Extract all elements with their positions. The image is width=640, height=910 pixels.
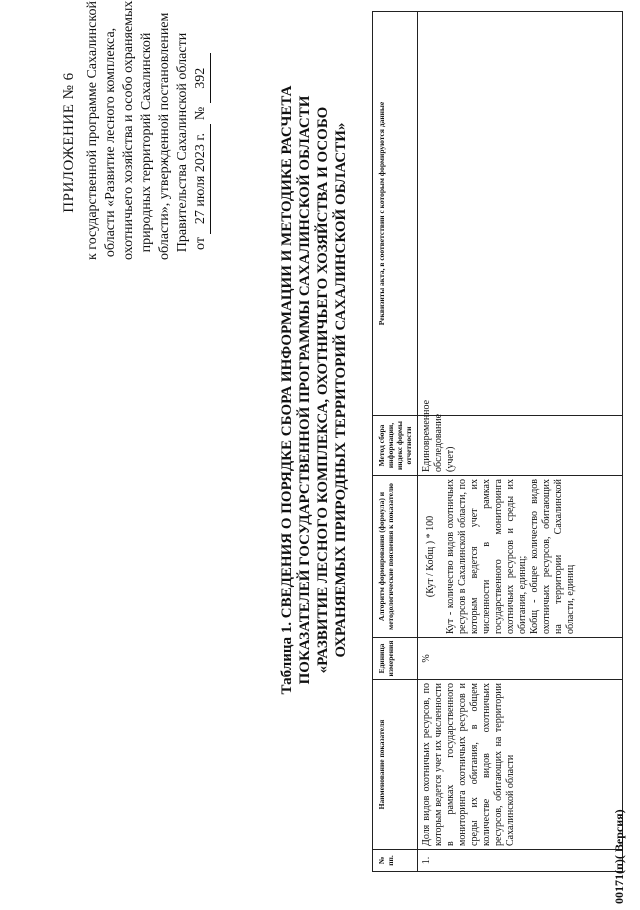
appendix-line: области», утвержденной постановлением (157, 12, 172, 260)
appendix-line: к государственной программе Сахалинской (85, 1, 100, 260)
appendix-date-line (192, 25, 211, 260)
appendix-line: области «Развитие лесного комплекса, (103, 27, 118, 258)
formula-explanation-2: Кобщ - общее количество видов охотничьих ресурсов, обитающих на территории Сахалинской области, единиц (529, 479, 576, 634)
title-line: ПОКАЗАТЕЛЕЙ ГОСУДАРСТВЕННОЙ ПРОГРАММЫ САХАЛИНСКОЙ ОБЛАСТИ (297, 95, 313, 685)
appendix-line: природных территорий Сахалинской (139, 32, 154, 253)
indicators-table (372, 11, 623, 872)
row-indicator-name: Доля видов охотничьих ресурсов, по которым ведется учет их численности в рамках государственного мониторинга охотничьих ресурсов и среды их обитания, в общем количестве видов охотничьих ресурсов, обитающих на территории Сахалинской области (418, 680, 623, 850)
formula: (Кут / Кобщ ) * 100 (425, 515, 436, 598)
row-act (418, 12, 623, 416)
appendix-block (60, 0, 211, 260)
row-formula-cell (418, 476, 623, 638)
table-row (418, 12, 623, 872)
header-formula: Алгоритм формирования (формула) и методологические пояснения к показателю (373, 476, 418, 638)
table-title (278, 10, 350, 770)
row-number: 1. (418, 850, 623, 872)
row-method: Единовременное обследование (учет) (418, 416, 623, 476)
version-footer: 00171(п)( Версия) (612, 809, 626, 904)
appendix-line: охотничьего хозяйства и особо охраняемых (121, 0, 136, 260)
header-number: № пп. (373, 850, 418, 872)
number-label: № (193, 106, 208, 121)
header-unit: Единица измерения (373, 638, 418, 680)
header-method: Метод сбора информации, индекс формы отчетности (373, 416, 418, 476)
approval-date: 27 июля 2023 г. (192, 124, 211, 234)
date-prefix: от (193, 237, 208, 250)
approval-number: 392 (192, 53, 211, 103)
appendix-line: Правительства Сахалинской области (175, 32, 190, 253)
header-act: Реквизиты акта, в соответствии с которым формируются данные (373, 12, 418, 416)
title-line: ОХРАНЯЕМЫХ ПРИРОДНЫХ ТЕРРИТОРИЙ САХАЛИНСКОЙ ОБЛАСТИ» (333, 122, 349, 658)
row-unit: % (418, 638, 623, 680)
formula-explanation-1: Кут - количество видов охотничьих ресурсов в Сахалинской области, по которым ведется учет их численности в рамках государственного мониторинга охотничьих ресурсов и среды их обитания, единиц; (445, 479, 528, 634)
title-line: Таблица 1. СВЕДЕНИЯ О ПОРЯДКЕ СБОРА ИНФОРМАЦИИ И МЕТОДИКЕ РАСЧЕТА (279, 85, 295, 695)
table-header-row (373, 12, 418, 872)
appendix-heading: ПРИЛОЖЕНИЕ № 6 (61, 72, 77, 213)
title-line: «РАЗВИТИЕ ЛЕСНОГО КОМПЛЕКСА, ОХОТНИЧЬЕГО ХОЗЯЙСТВА И ОСОБО (315, 106, 331, 674)
header-indicator-name: Наименование показателя (373, 680, 418, 850)
